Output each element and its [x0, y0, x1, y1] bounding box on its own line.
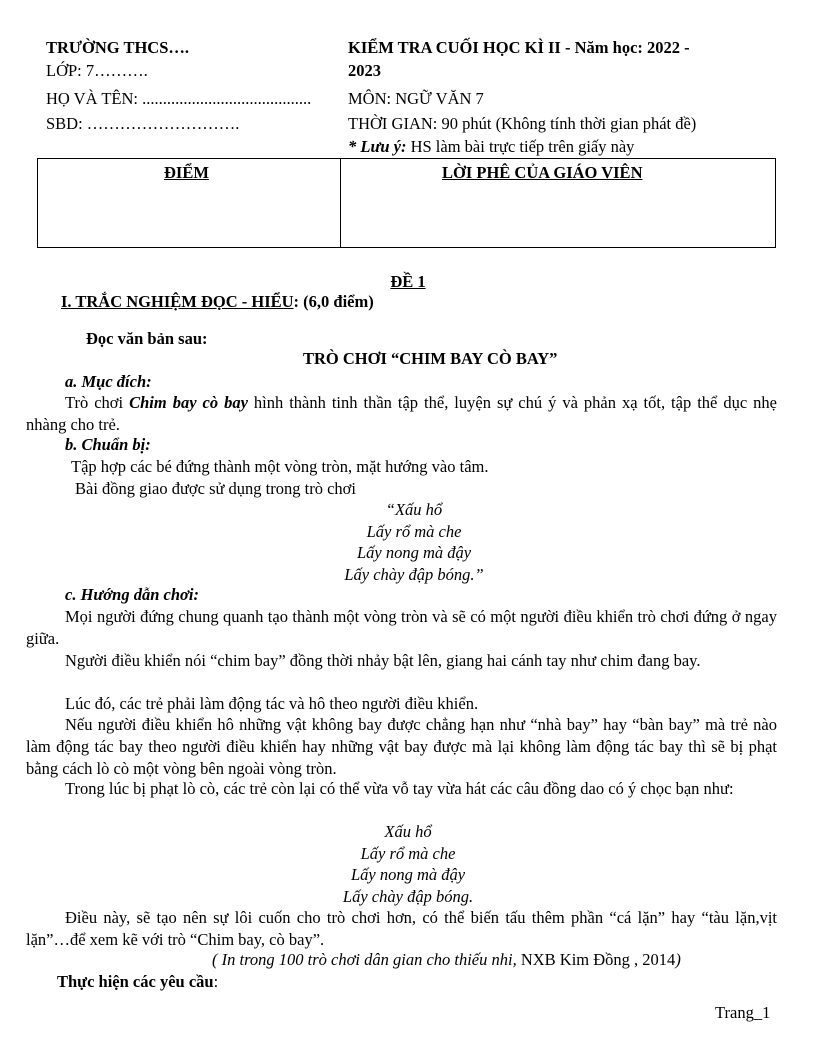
poem-1-line: “Xấu hổ — [385, 500, 443, 519]
school-name: TRƯỜNG THCS…. — [46, 38, 190, 57]
prep-heading: b. Chuẩn bị: — [65, 435, 151, 454]
exam-title-line-1: KIỂM TRA CUỐI HỌC KÌ II - Năm học: 2022 - — [348, 38, 690, 57]
time-field: THỜI GIAN: 90 phút (Không tính thời gian phát đề) — [348, 114, 697, 133]
note — [348, 137, 634, 157]
source-publisher: NXB Kim Đồng , 2014 — [516, 950, 676, 969]
read-instruction: Đọc văn bản sau: — [86, 329, 208, 348]
task-instruction — [57, 972, 218, 992]
exam-title-line-2: 2023 — [348, 61, 381, 80]
guide-paragraph-4: Nếu người điều khiển hô những vật không bay được chẳng hạn như “nhà bay” hay “bàn bay” mà trẻ nào làm động tác bay theo người điều khiển hay những vật bay được mà lại không làm động tác bay thì sẽ bị phạt bằng cách lò cò một vòng bên ngoài vòng tròn. — [26, 715, 777, 778]
poem-1-line: Lấy chày đập bóng.” — [344, 564, 484, 584]
poem-1-line: Lấy nong mà đậy — [356, 543, 472, 562]
poem-1-line: Lấy rổ mà che — [366, 521, 462, 541]
guide-heading: c. Hướng dẫn chơi: — [65, 585, 199, 604]
score-label: ĐIỂM — [164, 163, 209, 182]
poem-2 — [0, 821, 816, 907]
poem-1 — [0, 499, 816, 585]
task-label: Thực hiện các yêu cầu — [57, 972, 214, 991]
table-divider — [340, 159, 341, 247]
teacher-comment-label: LỜI PHÊ CỦA GIÁO VIÊN — [442, 163, 643, 182]
text-title: TRÒ CHƠI “CHIM BAY CÒ BAY” — [303, 349, 558, 368]
prep-line-2: Bài đồng giao được sử dụng trong trò chơi — [75, 479, 356, 498]
page-number: Trang_1 — [715, 1003, 771, 1022]
sbd-field: SBD: ………………………. — [46, 114, 240, 133]
section-points: : (6,0 điểm) — [293, 292, 374, 311]
guide-paragraph-3: Lúc đó, các trẻ phải làm động tác và hô theo người điều khiển. — [65, 694, 479, 713]
prep-line-1: Tập hợp các bé đứng thành một vòng tròn, mặt hướng vào tâm. — [71, 457, 489, 476]
source-close: ) — [675, 950, 681, 969]
purpose-game-name: Chim bay cò bay — [129, 393, 248, 412]
purpose-paragraph — [26, 392, 777, 436]
exam-code: ĐỀ 1 — [390, 272, 426, 291]
purpose-heading: a. Mục đích: — [65, 372, 152, 391]
score-comment-table — [37, 158, 776, 248]
note-text: HS làm bài trực tiếp trên giấy này — [406, 137, 635, 156]
task-colon: : — [213, 972, 219, 991]
guide-paragraph-5: Trong lúc bị phạt lò cò, các trẻ còn lại có thể vừa vỗ tay vừa hát các câu đồng dao có ý chọc bạn như: — [65, 779, 734, 798]
poem-2-line: Xấu hổ — [384, 822, 432, 841]
guide-paragraph-6: Điều này, sẽ tạo nên sự lôi cuốn cho trò chơi hơn, có thể biến tấu thêm phần “cá lặn” hay “tàu lặn,vịt lặn”…để xem kẽ với trò “Chim bay, cò bay”. — [26, 908, 777, 949]
purpose-pre: Trò chơi — [65, 393, 130, 412]
section-title: I. TRẮC NGHIỆM ĐỌC - HIỂU — [61, 292, 294, 311]
note-label: * Lưu ý: — [348, 137, 407, 156]
source-open: ( In trong — [212, 950, 279, 969]
poem-2-line: Lấy nong mà đậy — [350, 865, 466, 884]
class-field: LỚP: 7………. — [46, 61, 148, 80]
poem-2-line: Lấy rổ mà che — [360, 843, 456, 863]
guide-paragraph-1: Mọi người đứng chung quanh tạo thành một vòng tròn và sẽ có một người điều khiển trò chơi đứng ở ngay giữa. — [26, 607, 777, 648]
subject-field: MÔN: NGỮ VĂN 7 — [348, 89, 484, 108]
poem-2-line: Lấy chày đập bóng. — [342, 886, 474, 906]
guide-paragraph-2: Người điều khiển nói “chim bay” đồng thời nhảy bật lên, giang hai cánh tay như chim đang bay. — [65, 651, 701, 670]
section-heading — [61, 292, 374, 312]
purpose-post: hình thành tinh thần tập thể, luyện sự chú ý và phản xạ tốt, tập thể dục nhẹ nhàng cho trẻ. — [26, 393, 777, 434]
student-name-field: HỌ VÀ TÊN: ......................................... — [46, 89, 312, 108]
source-citation — [212, 950, 681, 970]
source-book-title: 100 trò chơi dân gian cho thiếu nhi, — [278, 950, 517, 969]
